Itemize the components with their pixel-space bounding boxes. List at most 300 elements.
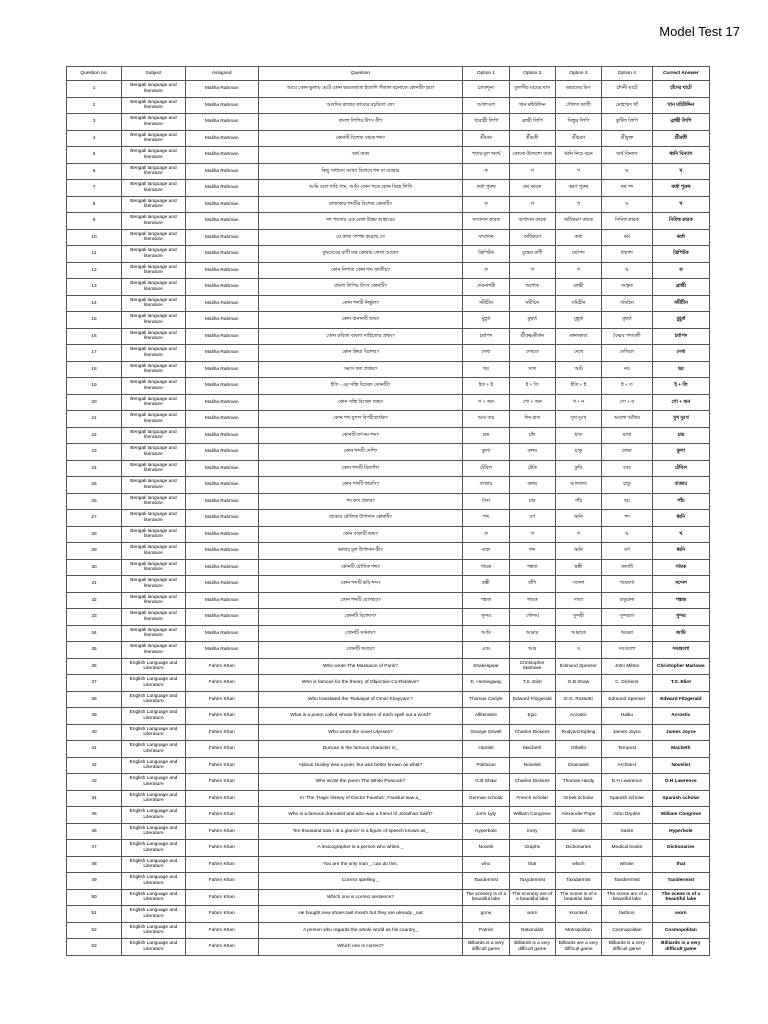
correct-answer: কর্তা [652, 229, 709, 246]
subject: Bengali language and literature [122, 592, 186, 609]
assigned: Maliha Rahman [185, 81, 258, 98]
assigned: Maliha Rahman [185, 526, 258, 543]
question-number: 21 [67, 411, 122, 428]
option-3: which [555, 856, 601, 873]
header-option-2: Option 2 [509, 67, 555, 81]
option-2: খ [509, 262, 555, 279]
question-number: 25 [67, 477, 122, 494]
option-1: খরোষ্ঠী লিপি [463, 114, 509, 131]
question-number: 15 [67, 312, 122, 329]
question-number: 53 [67, 939, 122, 956]
option-3: ধ্বনি নিয়ে বচন [555, 147, 601, 164]
option-2: তুলসীর মায়ের মাস [509, 81, 555, 98]
correct-answer: খান মহিউদ্দিন [652, 97, 709, 114]
option-4: কর্ম [602, 229, 653, 246]
assigned: Fahim Khan [185, 658, 258, 675]
option-4: মূহুর্ত [602, 312, 653, 329]
assigned: Maliha Rahman [185, 394, 258, 411]
header-subject: Subject [122, 67, 186, 81]
option-2: ব্রাহ্মী লিপি [509, 114, 555, 131]
question-number: 51 [67, 906, 122, 923]
subject: Bengali language and literature [122, 493, 186, 510]
option-1: বাজার [463, 477, 509, 494]
correct-answer: ব্রাহ্মী লিপি [652, 114, 709, 131]
question-text: বুদ্ধদেবের বাণী মন্ত্র কোথায় লেখা আছে? [258, 246, 463, 263]
subject: Bengali language and literature [122, 295, 186, 312]
question-number: 38 [67, 691, 122, 708]
option-2: সৌন্দর্য [509, 609, 555, 626]
option-1: কর্তা পুরুষ [463, 180, 509, 197]
correct-answer: ধ্বনি [652, 510, 709, 527]
assigned: Fahim Khan [185, 873, 258, 890]
correct-answer: T.S. Eliot [652, 675, 709, 692]
option-4: The scene are of a beautiful lake [602, 889, 653, 906]
table-header-row [67, 67, 710, 81]
table-row [67, 312, 710, 329]
question-number: 45 [67, 807, 122, 824]
question-number: 30 [67, 559, 122, 576]
option-4: Architect [602, 757, 653, 774]
subject: Bengali language and literature [122, 262, 186, 279]
subject: English Language and Literature [122, 757, 186, 774]
option-3: knocked [555, 906, 601, 923]
option-4: Edmund Spenser [602, 691, 653, 708]
question-text: Who translated the 'Rubaiyat of Omar Khayyam'? [258, 691, 463, 708]
option-4: Cosmopolitan [602, 922, 653, 939]
correct-answer: পঙ্কজ [652, 592, 709, 609]
subject: English Language and Literature [122, 675, 186, 692]
question-number: 22 [67, 427, 122, 444]
table-row [67, 361, 710, 378]
table-row [67, 790, 710, 807]
option-4: নিমিত্ত কারক [602, 213, 653, 230]
option-4: আমরা [602, 625, 653, 642]
option-4: John Dryden [602, 807, 653, 824]
question-text: কোনটি বিশেষ্য বাচক শব্দ? [258, 130, 463, 147]
option-2: ই + তি [509, 378, 555, 395]
question-text: কোনটি যৌগিক শব্দ? [258, 559, 463, 576]
subject: Bengali language and literature [122, 345, 186, 362]
subject: English Language and Literature [122, 906, 186, 923]
question-number: 46 [67, 823, 122, 840]
option-1: চর্যাপদ [463, 328, 509, 345]
correct-answer: গায়ক [652, 559, 709, 576]
question-text: Ten thousand saw I at a glance' is a figure of speech known as_ [258, 823, 463, 840]
option-1: ইত + ই [463, 378, 509, 395]
assigned: Maliha Rahman [185, 114, 258, 131]
question-number: 5 [67, 147, 122, 164]
table-row [67, 180, 710, 197]
assigned: Fahim Khan [185, 856, 258, 873]
option-2: গো + অন [509, 394, 555, 411]
question-number: 35 [67, 642, 122, 659]
option-1: চ্যাকশূন্য [463, 81, 509, 98]
option-4: অর্থ বিন্যাস [602, 147, 653, 164]
correct-answer: Spanish scholar [652, 790, 709, 807]
option-4: Spanish scholar [602, 790, 653, 807]
option-1: John Lyly [463, 807, 509, 824]
subject: English Language and Literature [122, 873, 186, 890]
assigned: Maliha Rahman [185, 295, 258, 312]
correct-answer: William Congreve [652, 807, 709, 824]
assigned: Fahim Khan [185, 939, 258, 956]
subject: English Language and Literature [122, 939, 186, 956]
option-3: গ + ন [555, 394, 601, 411]
question-text: কোন শব্দটি দেশি? [258, 444, 463, 461]
option-1: ত্রিপিটক [463, 246, 509, 263]
option-1: এবং [463, 642, 509, 659]
option-4: বর্ণ [602, 543, 653, 560]
correct-answer: Hyperbole [652, 823, 709, 840]
option-1: ছয় [463, 361, 509, 378]
option-2: সমীচিন [509, 295, 555, 312]
option-2: বুদ্ধের বাণী [509, 246, 555, 263]
option-4: Tempest [602, 741, 653, 758]
option-3: দাতা [555, 592, 601, 609]
correct-answer: that [652, 856, 709, 873]
question-text: কোন সন্ধি বিচ্ছেদ শুদ্ধ? [258, 394, 463, 411]
table-row [67, 807, 710, 824]
subject: English Language and Literature [122, 724, 186, 741]
table-row [67, 609, 710, 626]
question-text: Who wrote The Massacre of Paris? [258, 658, 463, 675]
option-3: কুড়ি [555, 460, 601, 477]
question-number: 11 [67, 246, 122, 263]
option-4: James Joyce [602, 724, 653, 741]
option-2: শ্রীমতী [509, 130, 555, 147]
option-2: Christopher Marlowe [509, 658, 555, 675]
question-text: A lexicographer is a person who writes _ [258, 840, 463, 857]
option-1: Politician [463, 757, 509, 774]
question-number: 7 [67, 180, 122, 197]
assigned: Maliha Rahman [185, 460, 258, 477]
option-3: শ্রীচরণ [555, 130, 601, 147]
question-number: 20 [67, 394, 122, 411]
question-text: কোন শব্দটি রূঢ়ি শব্দ? [258, 576, 463, 593]
option-1: ক [463, 526, 509, 543]
correct-answer: ক [652, 262, 709, 279]
option-3: হাত [555, 427, 601, 444]
option-2: গায়ক [509, 592, 555, 609]
question-text: কোন ক্রিয়া বিশেষ্য? [258, 345, 463, 362]
option-4: ই + ত [602, 378, 653, 395]
subject: English Language and Literature [122, 708, 186, 725]
table-row [67, 477, 710, 494]
question-number: 34 [67, 625, 122, 642]
correct-answer: Christopher Marlowe [652, 658, 709, 675]
question-number: 50 [67, 889, 122, 906]
assigned: Maliha Rahman [185, 279, 258, 296]
subject: Bengali language and literature [122, 526, 186, 543]
question-number: 26 [67, 493, 122, 510]
question-text: Which one is correct sentence? [258, 889, 463, 906]
subject: Bengali language and literature [122, 427, 186, 444]
option-3: গ [555, 526, 601, 543]
option-2: পঙ্কজ [509, 559, 555, 576]
option-3: Dramatist [555, 757, 601, 774]
table-row [67, 922, 710, 939]
option-2: বর্ণ [509, 510, 555, 527]
question-number: 32 [67, 592, 122, 609]
option-1: আলাওল [463, 97, 509, 114]
option-2: Graphs [509, 840, 555, 857]
option-2: অশোক [509, 279, 555, 296]
option-4: ছয় [602, 493, 653, 510]
option-4: শ্রীযুক্ত [602, 130, 653, 147]
question-text: আয়ে কোন ভুলায় মেটে কোন ভারতমাতা ইত্যাদি গঁজাল বচনাকে কোনটি? হয়? [258, 81, 463, 98]
question-text: What is a poem called whose first letters of each spell out a word? [258, 708, 463, 725]
subject: English Language and Literature [122, 889, 186, 906]
option-4: নয় [602, 361, 653, 378]
question-number: 28 [67, 526, 122, 543]
correct-answer: সবগুলো [652, 642, 709, 659]
subject: Bengali language and literature [122, 361, 186, 378]
question-text: কোন শব্দটি বিদেশি? [258, 460, 463, 477]
option-3: মঙ্গলকাব্য [555, 328, 601, 345]
assigned: Fahim Khan [185, 774, 258, 791]
correct-answer: Novelist [652, 757, 709, 774]
table-row [67, 378, 710, 395]
question-number: 48 [67, 856, 122, 873]
option-2: Macbeth [509, 741, 555, 758]
option-3: Acrostic [555, 708, 601, 725]
option-1: দেখা [463, 345, 509, 362]
option-1: সুন্দর [463, 609, 509, 626]
option-3: Othello [555, 741, 601, 758]
option-2: Edward Fitzgerald [509, 691, 555, 708]
subject: English Language and Literature [122, 856, 186, 873]
header-option-4: Option 4 [602, 67, 653, 81]
option-4: বৈষ্ণব পদাবলী [602, 328, 653, 345]
option-3: হস্তী [555, 559, 601, 576]
option-4: John Milton [602, 658, 653, 675]
question-number: 40 [67, 724, 122, 741]
table-row [67, 460, 710, 477]
subject: English Language and Literature [122, 691, 186, 708]
subject: Bengali language and literature [122, 279, 186, 296]
option-4: ঘ [602, 196, 653, 213]
assigned: Maliha Rahman [185, 592, 258, 609]
assigned: Fahim Khan [185, 889, 258, 906]
table-row [67, 658, 710, 675]
question-text: ইতি - এর সন্ধি বিচ্ছেদ কোনটি? [258, 378, 463, 395]
correct-answer: নিমিত্ত কারক [652, 213, 709, 230]
question-number: 9 [67, 213, 122, 230]
assigned: Maliha Rahman [185, 97, 258, 114]
correct-answer: ত্রিপিটক [652, 246, 709, 263]
subject: English Language and Literature [122, 840, 186, 857]
question-text: কোন শব্দটি ফারসি? [258, 477, 463, 494]
subject: Bengali language and literature [122, 460, 186, 477]
question-number: 49 [67, 873, 122, 890]
correct-answer: খ [652, 196, 709, 213]
option-2: T.S. Eliot [509, 675, 555, 692]
option-3: চর্যাপদ [555, 246, 601, 263]
option-1: পদের মূল অর্থে [463, 147, 509, 164]
option-3: মুহূর্ত্ত [555, 312, 601, 329]
question-text: Who wrote the poem The White Peacock? [258, 774, 463, 791]
page-title: Model Test 17 [659, 24, 740, 39]
subject: Bengali language and literature [122, 213, 186, 230]
question-text: Who is a famous dramatist and also was a friend of Jonathan Swift? [258, 807, 463, 824]
option-3: Thomas Hardy [555, 774, 601, 791]
table-row [67, 840, 710, 857]
option-2: খ [509, 196, 555, 213]
question-number: 18 [67, 361, 122, 378]
correct-answer: কর্তা পুরুষ [652, 180, 709, 197]
option-1: আমি [463, 625, 509, 642]
question-text: He bought new shoes last month but they are already _out [258, 906, 463, 923]
assigned: Maliha Rahman [185, 130, 258, 147]
question-text: Duncan is the famous character in_ [258, 741, 463, 758]
option-1: Hamlet [463, 741, 509, 758]
question-text: Aldous Huxley was a poet, but was better known as what? [258, 757, 463, 774]
correct-answer: ছয় [652, 361, 709, 378]
option-2: খ [509, 526, 555, 543]
header-correct-answer: Correct Answer [652, 67, 709, 81]
option-1: শব্দ [463, 510, 509, 527]
option-1: সম্প্রদান কারক [463, 213, 509, 230]
option-3: Rudyard Kipling [555, 724, 601, 741]
question-number: 3 [67, 114, 122, 131]
assigned: Maliha Rahman [185, 196, 258, 213]
option-2: দিন রাত [509, 411, 555, 428]
table-row [67, 625, 710, 642]
correct-answer: খ [652, 526, 709, 543]
option-3: ধ্বনি [555, 510, 601, 527]
option-2: শব্দ [509, 543, 555, 560]
question-number: 8 [67, 196, 122, 213]
assigned: Maliha Rahman [185, 345, 258, 362]
assigned: Maliha Rahman [185, 246, 258, 263]
option-2: সাত [509, 361, 555, 378]
option-2: চার [509, 493, 555, 510]
question-number: 36 [67, 658, 122, 675]
option-4: গো + ন [602, 394, 653, 411]
table-row [67, 246, 710, 263]
option-1: ক [463, 262, 509, 279]
option-4: fashion [602, 906, 653, 923]
subject: Bengali language and literature [122, 97, 186, 114]
correct-answer: Acrostic [652, 708, 709, 725]
option-1: G.B Shaw [463, 774, 509, 791]
question-number: 12 [67, 262, 122, 279]
option-2: French scholar [509, 790, 555, 807]
subject: Bengali language and literature [122, 246, 186, 263]
assigned: Maliha Rahman [185, 147, 258, 164]
question-text: কোন শব্দ যুগল বিপরীতার্থক? [258, 411, 463, 428]
option-4: বাবুয়ানা [602, 592, 653, 609]
assigned: Maliha Rahman [185, 642, 258, 659]
table-row [67, 757, 710, 774]
table-row [67, 427, 710, 444]
option-2: worn [509, 906, 555, 923]
table-row [67, 691, 710, 708]
question-text: কোন শব্দটি নির্ভুল? [258, 295, 463, 312]
option-2: Billiards is a very difficult game [509, 939, 555, 956]
option-4: ধম্মপদ [602, 246, 653, 263]
question-number: 13 [67, 279, 122, 296]
option-3: দৌলত কাজী [555, 97, 601, 114]
subject: English Language and Literature [122, 790, 186, 807]
table-row [67, 279, 710, 296]
option-2: William Congreve [509, 807, 555, 824]
option-2: কোনো উদ্দেশ্যে বাক্য [509, 147, 555, 164]
correct-answer: Billiards is a very difficult game [652, 939, 709, 956]
correct-answer: সুখ দুঃখ [652, 411, 709, 428]
option-4: মোহাম্মদ খাঁ [602, 97, 653, 114]
question-number: 47 [67, 840, 122, 857]
subject: English Language and Literature [122, 741, 186, 758]
option-4: whose [602, 856, 653, 873]
question-text: সমাস কত প্রকার? [258, 361, 463, 378]
option-1: দেবনাগরী [463, 279, 509, 296]
table-row [67, 939, 710, 956]
option-4: Haiku [602, 708, 653, 725]
table-row [67, 592, 710, 609]
subject: Bengali language and literature [122, 559, 186, 576]
option-1: Patriot [463, 922, 509, 939]
correct-answer: পাঁচ [652, 493, 709, 510]
assigned: Maliha Rahman [185, 576, 258, 593]
question-number: 42 [67, 757, 122, 774]
question-text: In 'The Tragic history of Doctor Faustus', Faustus was a_ [258, 790, 463, 807]
option-3: Metropolitan [555, 922, 601, 939]
option-4: দেখিলে [602, 345, 653, 362]
assigned: Maliha Rahman [185, 180, 258, 197]
subject: Bengali language and literature [122, 576, 186, 593]
question-number: 24 [67, 460, 122, 477]
option-1: German scholar [463, 790, 509, 807]
option-3: সুখ দুঃখ [555, 411, 601, 428]
option-4: Billiards is a very difficult game [602, 939, 653, 956]
option-2: Irony [509, 823, 555, 840]
option-3: The scene is of a beautiful lake [555, 889, 601, 906]
assigned: Fahim Khan [185, 906, 258, 923]
assigned: Maliha Rahman [185, 328, 258, 345]
table-row [67, 559, 710, 576]
assigned: Maliha Rahman [185, 262, 258, 279]
table-row [67, 774, 710, 791]
question-text: কিছু সাধারণ সংখ্যা বিশেষে শব্দ বা ব্যবহার [258, 163, 463, 180]
option-2: Epic [509, 708, 555, 725]
table-row [67, 543, 710, 560]
table-row [67, 493, 710, 510]
assigned: Fahim Khan [185, 691, 258, 708]
assigned: Fahim Khan [185, 840, 258, 857]
option-1: The scenery is of a beautiful lake [463, 889, 509, 906]
option-1: Thomas Carlyle [463, 691, 509, 708]
question-text: Correct spelling _ [258, 873, 463, 890]
correct-answer: দেখা [652, 345, 709, 362]
option-3: Dictionaries [555, 840, 601, 857]
option-4: ঘ [602, 163, 653, 180]
subject: Bengali language and literature [122, 163, 186, 180]
option-2: অপাদান কারক [509, 213, 555, 230]
option-3: পাঁচ [555, 493, 601, 510]
option-1: বাক্য [463, 543, 509, 560]
option-2: মুহুর্ত [509, 312, 555, 329]
assigned: Maliha Rahman [185, 444, 258, 461]
question-text: রাজাকার শব্দটির বিশেষ্য কোনটি? [258, 196, 463, 213]
question-number: 16 [67, 328, 122, 345]
assigned: Maliha Rahman [185, 477, 258, 494]
table-row [67, 823, 710, 840]
option-3: D.G. Rossetti [555, 691, 601, 708]
option-4: জলধি [602, 559, 653, 576]
question-number: 19 [67, 378, 122, 395]
option-3: ভারতের মিস [555, 81, 601, 98]
